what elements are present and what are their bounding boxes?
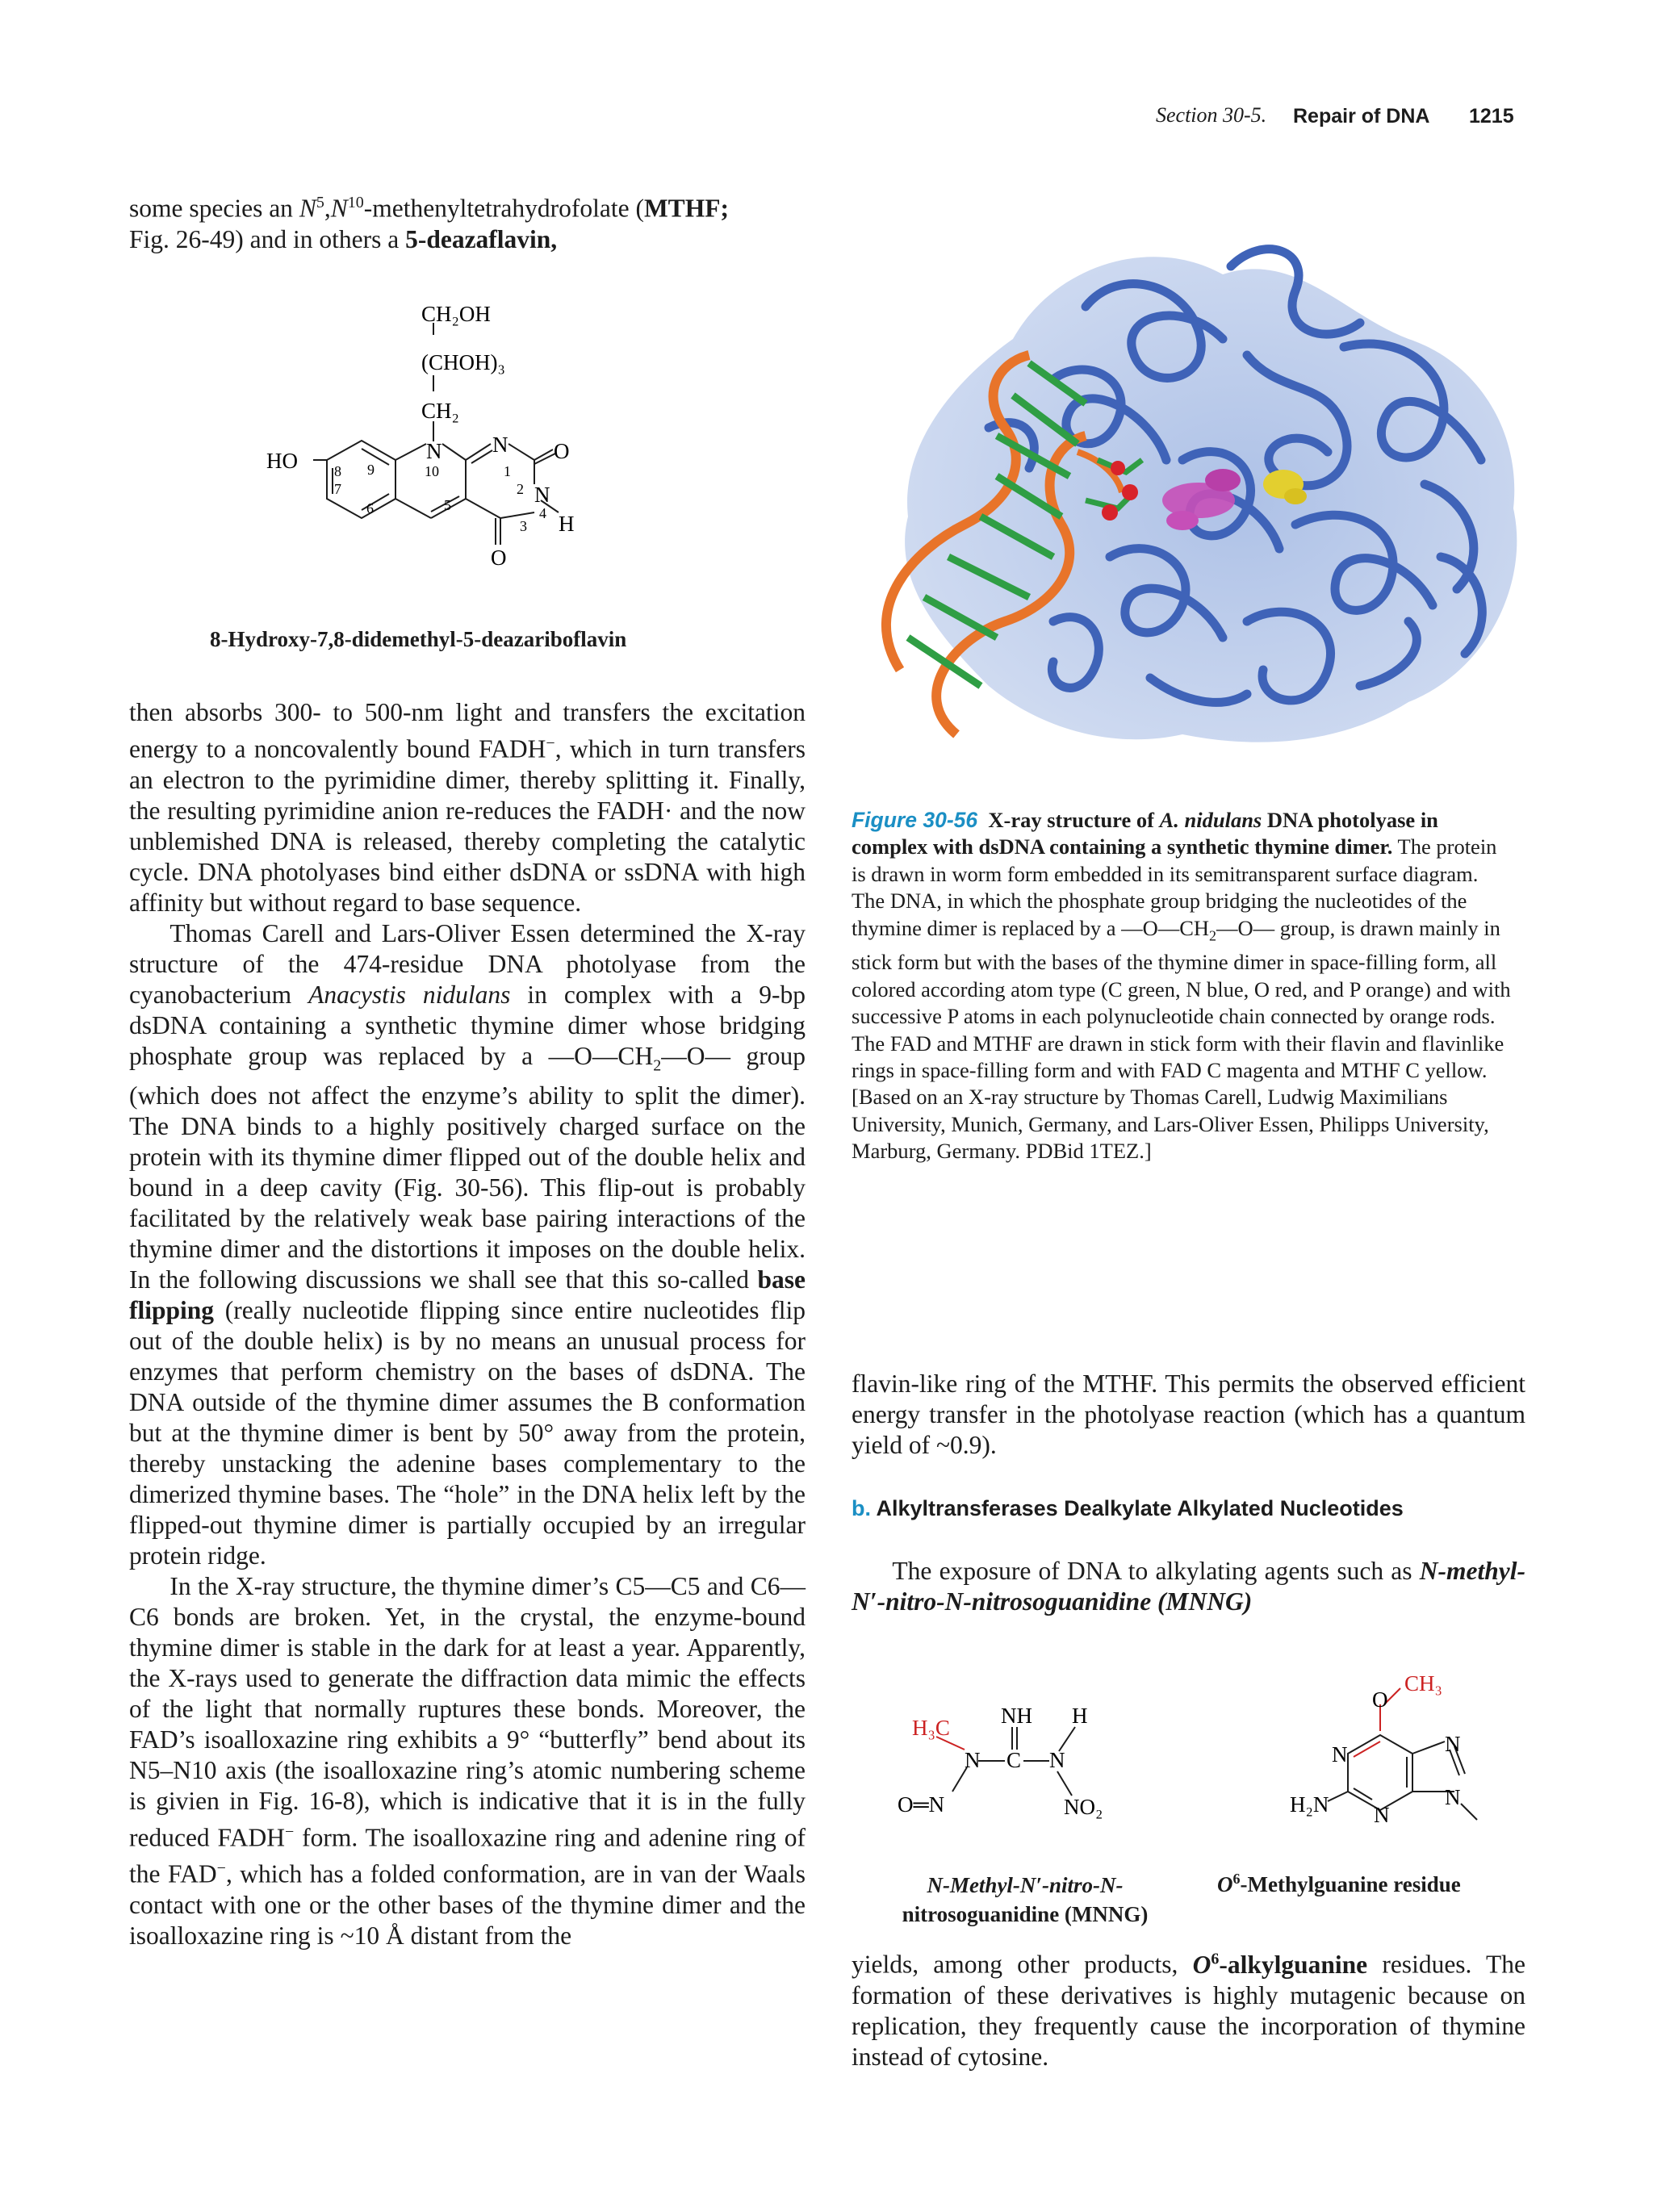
right-paragraph-2: The exposure of DNA to alkylating agents such as N-methyl-N′-nitro-N-nitrosoguanidine (MNNG) [852, 1557, 1525, 1616]
ring-number: 7 [334, 481, 341, 497]
ch2oh-label: CH₂OH [421, 302, 491, 326]
mnng-structure [888, 1687, 1146, 1840]
ring-number: 3 [520, 518, 527, 534]
ch2-label: CH₂ [421, 399, 459, 423]
figure-caption: Figure 30-56 X-ray structure of A. nidulans DNA photolyase in complex with dsDNA containing a synthetic thymine dimer. The protein is drawn in worm form embedded in its semitransparent surface diagram. The DNA, in which the phosphate group bridging the nucleotides of the thymine dimer is replaced by a $—O—CH_2—O—$ group, is drawn mainly in stick form but with the bases of the thymine dimer in space-filling form, all colored according atom type (C green, N blue, O red, and P orange) and with successive P atoms in each polynucleotide chain connected by orange rods. The FAD and MTHF are drawn in stick form with their flavin and flavinlike rings in space-filling form and with FAD C magenta and MTHF C yellow. [Based on an X-ray structure by Thomas Carell, Ludwig Maximilians University, Munich, Germany, and Lars-Oliver Essen, Philipps University, Marburg, Germany. PDBid 1TEZ.] [852, 808, 1511, 1164]
ring-number: 10 [425, 463, 439, 479]
h3c-label: H₃C [912, 1716, 950, 1740]
n10-label: N [426, 439, 442, 463]
o-n-label: O═N [898, 1792, 945, 1817]
o6-methylguanine-name: $O^6$-Methylguanine residue [1217, 1871, 1461, 1896]
n-label: N [1374, 1803, 1390, 1827]
running-header-title: Repair of DNA [1293, 105, 1430, 128]
ho-label: HO [266, 449, 298, 473]
n1-label: N [492, 433, 508, 457]
ring-number: 6 [366, 500, 374, 516]
intro-paragraph: some species an $N^5,N^{10}$-methenyltetrahydrofolate (MTHF; Fig. 26-49) and in others a 5-deazaflavin, [129, 194, 729, 253]
nh-label: NH [1001, 1704, 1032, 1728]
deazaflavin-structure [242, 282, 694, 638]
ring-number: 4 [539, 505, 546, 521]
section-heading: b. Alkyltransferases Dealkylate Alkylated Nucleotides [852, 1496, 1404, 1520]
h2n-label: H₂N [1290, 1792, 1329, 1817]
photolyase-structure-figure [843, 218, 1534, 791]
n-label: N [1445, 1732, 1461, 1756]
o-label: O [1372, 1687, 1388, 1712]
right-paragraph-3: yields, among other products, $O^6$-alkylguanine residues. The formation of these derivatives is highly mutagenic because on replication, they frequently cause the incorporation of thymine instead of cytosine. [852, 1950, 1526, 2071]
o2-label: O [554, 439, 570, 463]
figure-label: Figure 30-56 [852, 808, 978, 832]
n3-label: N [534, 483, 550, 507]
ring-number: 1 [504, 463, 511, 479]
chohn-label: (CHOH)₃ [421, 350, 505, 374]
h-label: H [559, 512, 575, 536]
ring-number: 5 [444, 497, 451, 513]
o6-methylguanine-structure [1243, 1646, 1534, 1864]
n-label: N [965, 1748, 981, 1772]
page-number: 1215 [1469, 105, 1514, 128]
deazaflavin-name: 8-Hydroxy-7,8-didemethyl-5-deazariboflavin [210, 627, 627, 651]
ring-number: 8 [334, 463, 341, 479]
no2-label: NO₂ [1064, 1795, 1103, 1819]
n-label: N [1445, 1785, 1461, 1809]
o4-label: O [491, 546, 507, 570]
ring-number: 2 [517, 481, 524, 497]
paragraph: In the X-ray structure, the thymine dimer’s C5—C5 and C6—C6 bonds are broken. Yet, in the crystal, the enzyme-bound thymine dimer is stable in the dark for at least a year. Apparently, the X-rays used to generate the diffraction data mimic the effects of the light that normally ruptures these bonds. Moreover, the FAD’s isoalloxazine ring exhibits a 9° “butterfly” bend about its N5–N10 axis (the isoalloxazine ring’s atomic numbering scheme is givien in Fig. 16-8), which is indicative that it is in the fully reduced FADH− form. The isoalloxazine ring and adenine ring of the FAD−, which has a folded conformation, are in van der Waals contact with one or the other bases of the thymine dimer and the isoalloxazine ring is ~10 Å distant from the [129, 1571, 806, 1950]
running-header-section: Section 30-5. [1156, 103, 1267, 127]
n-label: N [1332, 1742, 1348, 1767]
c-label: C [1006, 1748, 1022, 1772]
ring-number: 9 [367, 462, 375, 478]
paragraph: Thomas Carell and Lars-Oliver Essen determined the X-ray structure of the 474-residue DNA photolyase from the cyanobacterium Anacystis nidulans in complex with a 9-bp dsDNA containing a synthetic thymine dimer whose bridging phosphate group was replaced by a $—O—CH_2—O—$ group (which does not affect the enzyme’s ability to split the dimer). The DNA binds to a highly positively charged surface on the protein with its thymine dimer flipped out of the double helix and bound in a deep cavity (Fig. 30-56). This flip-out is probably facilitated by the relatively weak base pairing interactions of the thymine dimer and the distortions it imposes on the double helix. In the following discussions we shall see that this so-called base flipping (really nucleotide flipping since entire nucleotides flip out of the double helix) is by no means an unusual process for enzymes that perform chemistry on the bases of dsDNA. The DNA outside of the thymine dimer assumes the B conformation but at the thymine dimer is bent by 50° away from the protein, thereby unstacking the adenine bases complementary to the dimerized thymine bases. The “hole” in the DNA helix left by the flipped-out thymine dimer is partially occupied by an irregular protein ridge. [129, 918, 806, 1570]
left-body-text [129, 697, 806, 1951]
paragraph: then absorbs 300- to 500-nm light and transfers the excitation energy to a noncovalently bound FADH−, which in turn transfers an electron to the pyrimidine dimer, thereby splitting it. Finally, the resulting pyrimidine anion re-reduces the FADH· and the now unblemished DNA is released, thereby completing the catalytic cycle. DNA photolyases bind either dsDNA or ssDNA with high affinity but without regard to base sequence. [129, 698, 806, 917]
right-paragraph-1: flavin-like ring of the MTHF. This permits the observed efficient energy transfer in the photolyase reaction (which has a quantum yield of ~0.9). [852, 1369, 1525, 1459]
mnng-name: N-Methyl-N′-nitro-N- nitrosoguanidine (MNNG) [902, 1873, 1149, 1926]
ch3-label: CH₃ [1404, 1671, 1442, 1696]
n-label: N [1049, 1748, 1065, 1772]
h-label: H [1072, 1704, 1088, 1728]
